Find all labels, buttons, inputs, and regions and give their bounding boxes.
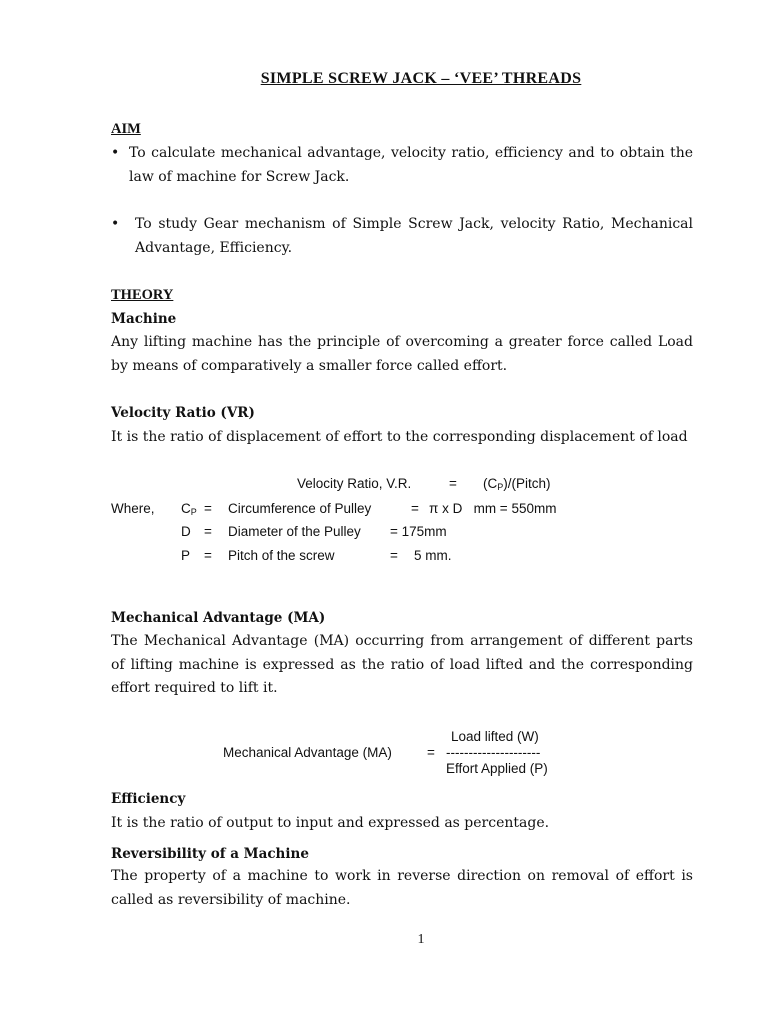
ma-numerator: Load lifted (W) — [451, 729, 539, 744]
aim-heading: AIM — [111, 121, 141, 137]
aim-bullet-1-text: To calculate mechanical advantage, velocity ratio, efficiency and to obtain the law of machine for Screw Jack. — [129, 145, 693, 185]
vr-formula-eq: = — [449, 476, 457, 491]
def-symbol-d: D — [181, 524, 191, 539]
vr-formula-right — [483, 475, 551, 496]
def-value: 5 mm. — [414, 548, 452, 563]
theory-heading: THEORY — [111, 287, 174, 303]
vr-heading: Velocity Ratio (VR) — [111, 405, 255, 421]
def-symbol-sub: P — [190, 507, 197, 517]
vr-formula-right-b: )/(Pitch) — [503, 476, 551, 491]
vr-formula-right-a: (C — [483, 476, 498, 491]
ma-heading: Mechanical Advantage (MA) — [111, 610, 326, 626]
def-eq: = — [204, 501, 212, 516]
ma-divider: --------------------- — [446, 745, 541, 760]
def-value: π x D mm = 550mm — [429, 501, 557, 516]
def-eq2: = — [411, 501, 419, 516]
aim-bullet-2-text: To study Gear mechanism of Simple Screw Jack, velocity Ratio, Mechanical Advantage, Efficiency. — [135, 216, 693, 256]
def-desc: Diameter of the Pulley — [228, 524, 361, 539]
efficiency-text: It is the ratio of output to input and expressed as percentage. — [111, 815, 550, 831]
ma-formula-eq: = — [427, 745, 435, 760]
reversibility-heading: Reversibility of a Machine — [111, 846, 309, 862]
machine-text: Any lifting machine has the principle of overcoming a greater force called Load by means of comparatively a smaller force called effort. — [111, 334, 693, 374]
efficiency-heading: Efficiency — [111, 791, 186, 807]
where-label: Where, — [111, 501, 155, 516]
vr-formula-right-sub: P — [497, 482, 504, 492]
def-symbol-p: P — [181, 548, 191, 563]
reversibility-text: The property of a machine to work in reverse direction on removal of effort is called as reversibility of machine. — [111, 868, 693, 908]
page-number: 1 — [417, 932, 425, 947]
ma-formula-left: Mechanical Advantage (MA) — [223, 745, 392, 760]
ma-denominator: Effort Applied (P) — [446, 761, 548, 776]
page-title: SIMPLE SCREW JACK – ‘VEE’ THREADS — [260, 70, 582, 87]
def-eq2: = — [390, 548, 398, 563]
def-value: = 175mm — [390, 524, 447, 539]
bullet-icon: • — [111, 216, 120, 232]
aim-bullet-1 — [111, 142, 693, 189]
machine-heading: Machine — [111, 311, 177, 327]
def-symbol-cp — [181, 500, 197, 521]
def-desc: Pitch of the screw — [228, 548, 335, 563]
bullet-icon: • — [111, 145, 120, 161]
ma-text: The Mechanical Advantage (MA) occurring from arrangement of different parts of lifting machine is expressed as the ratio of load lifted and the corresponding effort required to lift it. — [111, 633, 693, 696]
def-symbol-text: C — [181, 501, 191, 516]
vr-text: It is the ratio of displacement of effort to the corresponding displacement of load — [111, 429, 688, 445]
def-desc: Circumference of Pulley — [228, 501, 372, 516]
def-eq: = — [204, 524, 212, 539]
def-eq: = — [204, 548, 212, 563]
aim-bullet-2 — [111, 213, 693, 260]
vr-formula-left: Velocity Ratio, V.R. — [297, 476, 412, 491]
